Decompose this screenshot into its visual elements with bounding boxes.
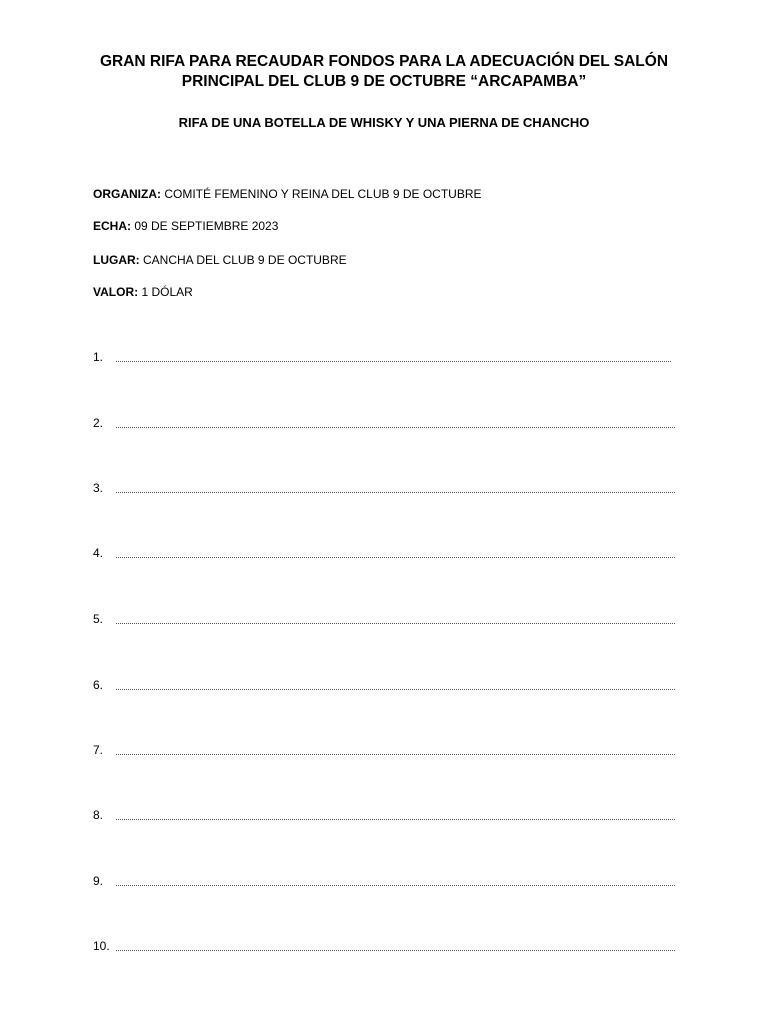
document-subtitle: RIFA DE UNA BOTELLA DE WHISKY Y UNA PIERNA DE CHANCHO	[178, 115, 590, 130]
entry-line-6[interactable]	[93, 677, 675, 693]
dotted-blank-line	[116, 623, 675, 624]
info-value: 1 DÓLAR	[138, 285, 193, 299]
entry-number: 6.	[93, 678, 104, 692]
entry-number: 5.	[93, 612, 104, 626]
entry-line-8[interactable]	[93, 807, 675, 823]
entry-number: 10.	[93, 939, 110, 953]
dotted-blank-line	[116, 361, 671, 362]
entry-line-7[interactable]	[93, 742, 675, 758]
entry-number: 9.	[93, 874, 104, 888]
title-line-1: GRAN RIFA PARA RECAUDAR FONDOS PARA LA ADECUACIÓN DEL SALÓN	[99, 53, 669, 70]
entry-number: 8.	[93, 808, 104, 822]
info-lugar	[93, 252, 347, 268]
entry-number: 2.	[93, 416, 104, 430]
info-organiza	[93, 186, 482, 202]
entry-line-3[interactable]	[93, 480, 675, 496]
entry-number: 1.	[93, 350, 104, 364]
entry-number: 7.	[93, 743, 104, 757]
entry-line-5[interactable]	[93, 611, 675, 627]
dotted-blank-line	[116, 950, 675, 951]
dotted-blank-line	[116, 819, 675, 820]
info-label: VALOR:	[93, 285, 139, 299]
info-label: ECHA:	[93, 219, 131, 233]
dotted-blank-line	[116, 885, 675, 886]
info-fecha	[93, 218, 278, 234]
document-title	[60, 52, 708, 92]
entry-line-1[interactable]	[93, 349, 671, 365]
entry-line-4[interactable]	[93, 545, 675, 561]
info-label: LUGAR:	[93, 253, 140, 267]
entry-line-10[interactable]	[93, 938, 675, 954]
entry-number: 4.	[93, 546, 104, 560]
dotted-blank-line	[116, 689, 675, 690]
title-line-2: PRINCIPAL DEL CLUB 9 DE OCTUBRE “ARCAPAMBA”	[181, 73, 587, 90]
dotted-blank-line	[116, 492, 675, 493]
info-valor	[93, 284, 193, 300]
info-value: 09 DE SEPTIEMBRE 2023	[131, 219, 279, 233]
info-value: CANCHA DEL CLUB 9 DE OCTUBRE	[139, 253, 347, 267]
dotted-blank-line	[116, 427, 675, 428]
entry-line-2[interactable]	[93, 415, 675, 431]
dotted-blank-line	[116, 557, 675, 558]
info-label: ORGANIZA:	[93, 187, 161, 201]
entry-line-9[interactable]	[93, 873, 675, 889]
info-value: COMITÉ FEMENINO Y REINA DEL CLUB 9 DE OCTUBRE	[161, 187, 482, 201]
dotted-blank-line	[116, 754, 675, 755]
entry-number: 3.	[93, 481, 104, 495]
